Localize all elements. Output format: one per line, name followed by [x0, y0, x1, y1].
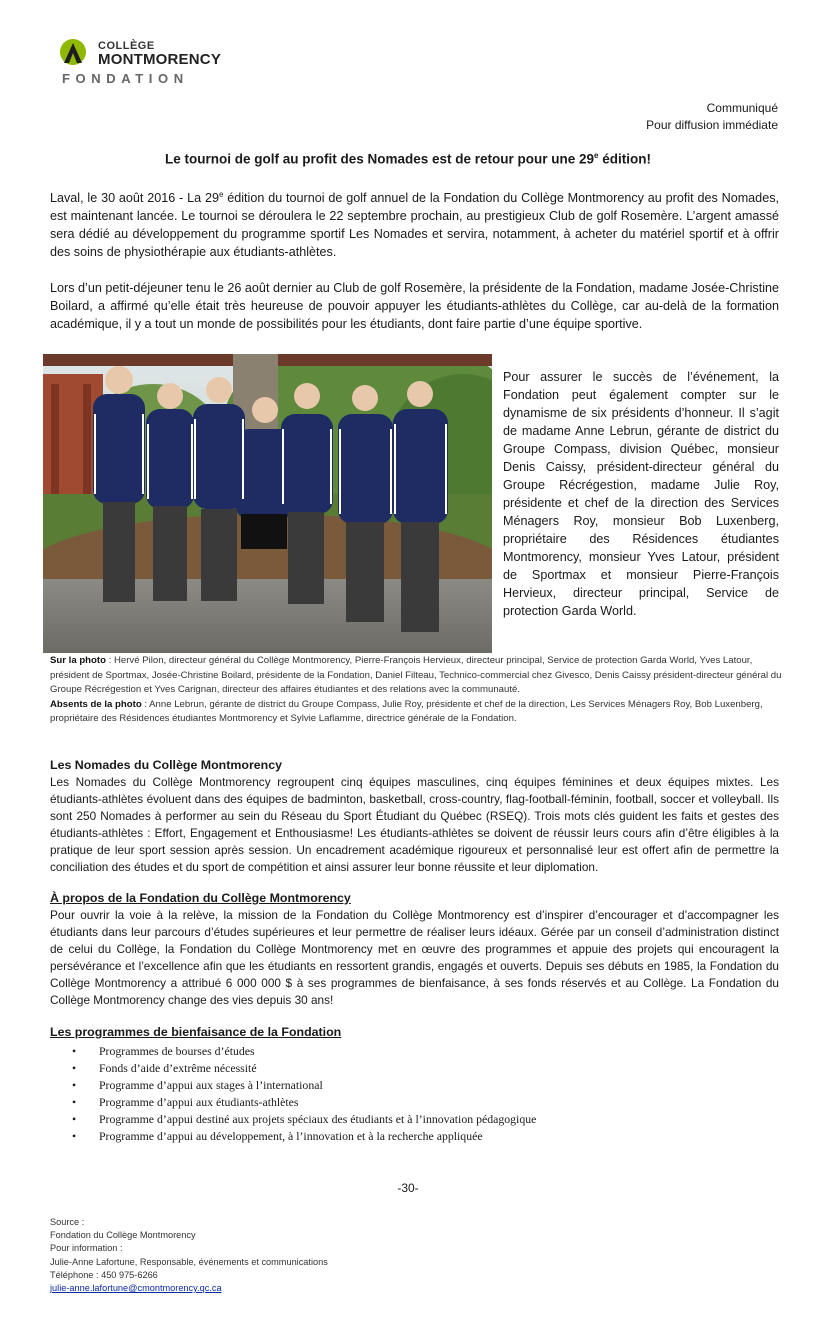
group-photo-image	[43, 354, 492, 653]
list-item-text: Programme d’appui destiné aux projets spéciaux des étudiants et à l’innovation pédagogique	[99, 1112, 537, 1126]
contact-footer	[50, 1216, 328, 1295]
bullet-icon: •	[72, 1129, 77, 1143]
intro-p1-rest: édition du tournoi de golf annuel de la Fondation du Collège Montmorency au profit des Nomades, est maintenant lancée. Le tournoi se déroulera le 22 septembre prochain, au prestigieux Club de golf Rosemère. L’argent amassé sera dédié au développement du programme sportif Les Nomades et servira, notamment, à acheter du matériel sportif et à offrir des soins de physiothérapie aux étudiants-athlètes.	[50, 191, 779, 259]
page-title	[0, 151, 816, 167]
source-label: Source :	[50, 1217, 85, 1227]
release-status: Pour diffusion immédiate	[646, 118, 778, 132]
list-item-text: Fonds d’aide d’extrême nécessité	[99, 1061, 257, 1075]
section-programmes-title: Les programmes de bienfaisance de la Fondation	[50, 1025, 342, 1039]
list-item	[50, 1043, 779, 1060]
list-item-text: Programme d’appui au développement, à l’innovation et à la recherche appliquée	[99, 1129, 483, 1143]
end-marker: -30-	[397, 1181, 419, 1195]
intro-p1-start: Laval, le 30 août 2016 - La 29	[50, 191, 219, 205]
photo-caption	[50, 654, 785, 727]
list-item	[50, 1060, 779, 1077]
intro-paragraph-1	[50, 189, 779, 261]
section-apropos-body: Pour ouvrir la voie à la relève, la mission de la Fondation du Collège Montmorency est d’inspirer d’encourager et d’accompagner les étudiants dans leur parcours d’études supérieures et leur permettre de réaliser leurs idéaux. Gérée par un conseil d’administration distinct de celui du Collège, la Fondation du Collège Montmorency met en œuvre des programmes et appuie des projets qui encouragent la persévérance et l’excellence afin que les étudiants en ressortent grandis, engagés et ouverts. Depuis ses débuts en 1985, la Fondation du Collège Montmorency a attribué 6 000 000 $ à ses programmes de bienfaisance, à ses fonds réservés et au Collège. La Fondation du Collège Montmorency change des vies depuis 30 ans!	[50, 908, 779, 1007]
bullet-icon: •	[72, 1044, 77, 1058]
list-item	[50, 1128, 779, 1145]
section-apropos-title: À propos de la Fondation du Collège Montmorency	[50, 891, 351, 905]
list-item	[50, 1111, 779, 1128]
caption-label-absent: Absents de la photo	[50, 698, 142, 710]
caption-absent-text: : Anne Lebrun, gérante de district du Groupe Compass, Julie Roy, présidente et chef de la direction, Les Services Ménagers Roy, Bob Luxenberg, propriétaire des Résidences étudiantes Montmorency et Sylvie Laflamme, directrice générale de la Fondation.	[50, 698, 763, 724]
release-meta	[646, 100, 778, 134]
intro-p1-sup: e	[218, 189, 224, 199]
list-item-text: Programme d’appui aux stages à l’international	[99, 1078, 323, 1092]
foundation-logo	[58, 36, 258, 90]
bullet-icon: •	[72, 1112, 77, 1126]
section-apropos	[50, 890, 779, 1009]
contact-phone: Téléphone : 450 975-6266	[50, 1269, 158, 1280]
contact-name: Julie-Anne Lafortune, Responsable, événements et communications	[50, 1256, 328, 1267]
section-programmes	[50, 1024, 779, 1145]
logo-fondation-text: FONDATION	[62, 71, 189, 86]
caption-present-text: : Hervé Pilon, directeur général du Collège Montmorency, Pierre-François Hervieux, directeur principal, Service de protection Garda World, Yves Latour, président de Sportmax, Josée-Christine Boilard, présidente de la Fondation, Daniel Filteau, Technico-commercial chez Givesco, Denis Caissy président-directeur général du Groupe Récrégestion et Yves Carignan, directeur des affaires étudiantes et des relations avec la communauté.	[50, 655, 782, 695]
list-item	[50, 1094, 779, 1111]
group-photo	[43, 354, 492, 653]
section-nomades	[50, 757, 779, 876]
title-end: édition!	[598, 151, 651, 167]
programmes-list	[50, 1043, 779, 1145]
title-main: Le tournoi de golf au profit des Nomades est de retour pour une 29	[165, 151, 595, 167]
section-nomades-title: Les Nomades du Collège Montmorency	[50, 758, 283, 772]
source-name: Fondation du Collège Montmorency	[50, 1230, 196, 1241]
honorary-presidents-text: Pour assurer le succès de l’événement, la Fondation peut également compter sur le dynamisme de six présidents d’honneur. Il s’agit de madame Anne Lebrun, gérante de district du Groupe Compass, division Québec, monsieur Denis Caissy, président-directeur général du Groupe Récrégestion, madame Julie Roy, présidente et chef de la direction des Services Ménagers Roy, monsieur Bob Luxenberg, propriétaire des Résidences étudiantes Montmorency, monsieur Yves Latour, président de Sportmax et monsieur Pierre-François Hervieux, directeur principal, Service de protection Garda World.	[503, 370, 779, 618]
logo-college-text: COLLÈGE	[98, 40, 155, 52]
bullet-icon: •	[72, 1078, 77, 1092]
info-label: Pour information :	[50, 1243, 123, 1254]
intro-paragraph-2: Lors d’un petit-déjeuner tenu le 26 août dernier au Club de golf Rosemère, la présidente de la Fondation, madame Josée-Christine Boilard, a affirmé qu’elle était très heureuse de pouvoir appuyer les étudiants-athlètes du Collège, car au-delà de la formation académique, il y a tout un monde de possibilités pour les étudiants, dont faire partie d’une équipe sportive.	[50, 281, 779, 331]
montmorency-logo-icon	[58, 38, 90, 68]
title-sup: e	[594, 151, 599, 160]
release-type: Communiqué	[706, 101, 778, 115]
contact-email-link[interactable]: julie-anne.lafortune@cmontmorency.qc.ca	[50, 1283, 222, 1294]
logo-montmorency-text: MONTMORENCY	[98, 51, 222, 68]
list-item-text: Programme d’appui aux étudiants-athlètes	[99, 1095, 299, 1109]
section-nomades-body: Les Nomades du Collège Montmorency regroupent cinq équipes masculines, cinq équipes féminines et deux équipes mixtes. Les étudiants-athlètes évoluent dans des équipes de badminton, basketball, cross-country, flag-football-féminin, football, soccer et volleyball. Ils sont 250 Nomades à performer au sein du Réseau du Sport Étudiant du Québec (RSEQ). Trois mots clés guident les faits et gestes des étudiants-athlètes : Effort, Engagement et Enthousiasme! Les étudiants-athlètes se doivent de réussir leurs cours afin d’être éligibles à la pratique de leur sport session après session. Un encadrement académique rigoureux et personnalisé leur est offert afin de permettre la conciliation des études et du sport de compétition et ainsi assurer leur bonne réussite et leur diplomation.	[50, 775, 779, 874]
list-item-text: Programmes de bourses d’études	[99, 1044, 255, 1058]
list-item	[50, 1077, 779, 1094]
bullet-icon: •	[72, 1095, 77, 1109]
caption-label-present: Sur la photo	[50, 655, 106, 666]
bullet-icon: •	[72, 1061, 77, 1075]
